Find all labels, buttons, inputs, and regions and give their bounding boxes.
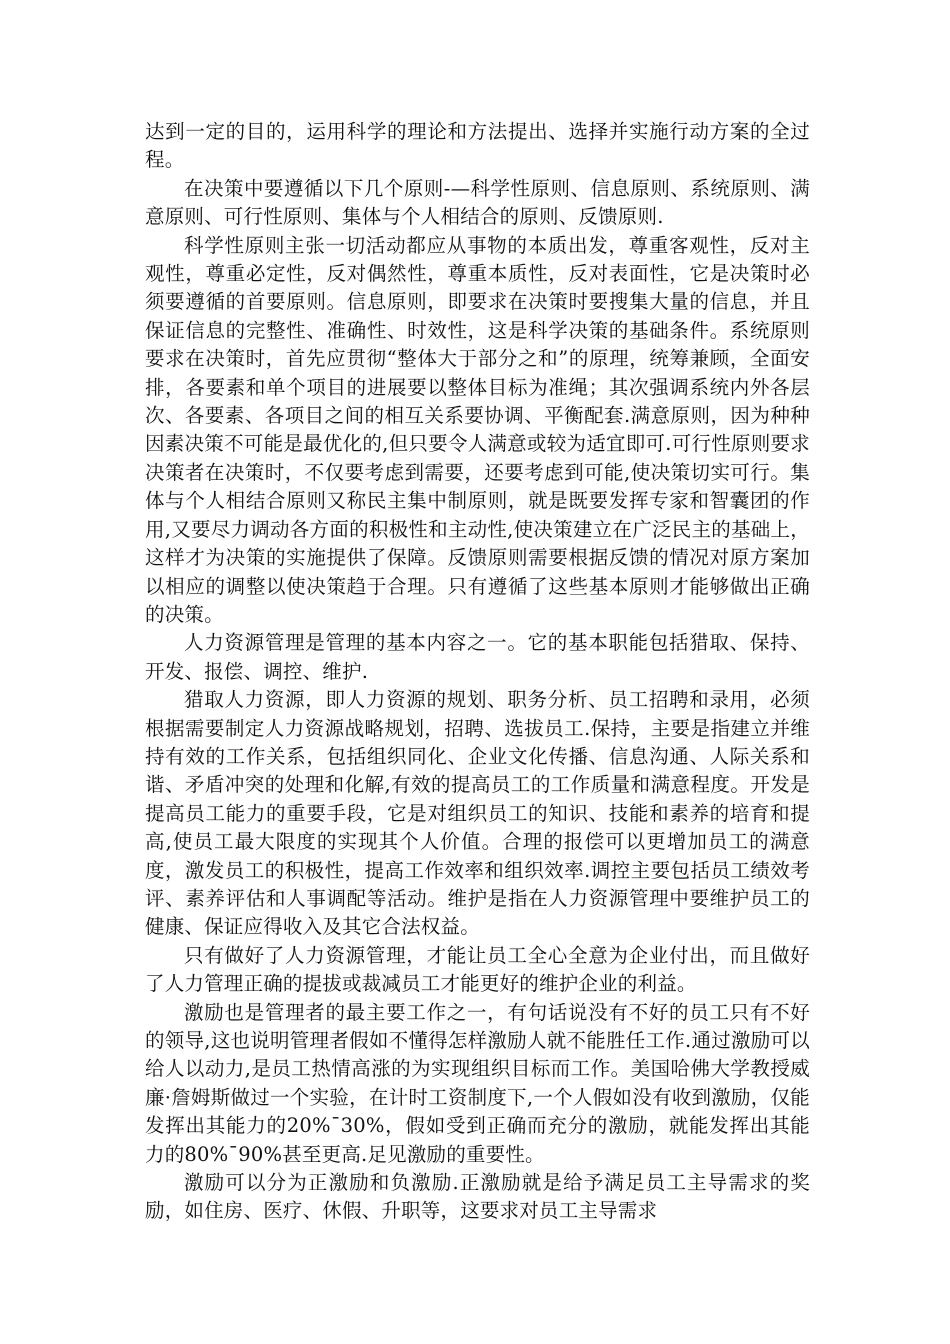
- paragraph: 激励也是管理者的最主要工作之一，有句话说没有不好的员工只有不好的领导,这也说明管理者假如不懂得怎样激励人就不能胜任工作.通过激励可以给人以动力,是员工热情高涨的为实现组织目标而工作。美国哈佛大学教授威廉·詹姆斯做过一个实验，在计时工资制度下,一个人假如没有收到激励，仅能发挥出其能力的20%¯30%，假如受到正确而充分的激励，就能发挥出其能力的80%¯90%甚至更高.足见激励的重要性。: [145, 1000, 810, 1166]
- paragraph: 达到一定的目的，运用科学的理论和方法提出、选择并实施行动方案的全过程。: [145, 120, 810, 172]
- paragraph: 激励可以分为正激励和负激励.正激励就是给予满足员工主导需求的奖励，如住房、医疗、休假、升职等，这要求对员工主导需求: [145, 1171, 810, 1223]
- paragraph: 在决策中要遵循以下几个原则-—科学性原则、信息原则、系统原则、满意原则、可行性原则、集体与个人相结合的原则、反馈原则.: [145, 176, 810, 229]
- paragraph: 只有做好了人力资源管理，才能让员工全心全意为企业付出，而且做好了人力管理正确的提拔或裁减员工才能更好的维护企业的利益。: [145, 943, 810, 996]
- paragraph: 猎取人力资源，即人力资源的规划、职务分析、员工招聘和录用，必须根据需要制定人力资源战略规划，招聘、选拔员工.保持，主要是指建立并维持有效的工作关系，包括组织同化、企业文化传播、信息沟通、人际关系和谐、矛盾冲突的处理和化解,有效的提高员工的工作质量和满意程度。开发是提高员工能力的重要手段，它是对组织员工的知识、技能和素养的培育和提高,使员工最大限度的实现其个人价值。合理的报偿可以更增加员工的满意度，激发员工的积极性，提高工作效率和组织效率.调控主要包括员工绩效考评、素养评估和人事调配等活动。维护是指在人力资源管理中要维护员工的健康、保证应得收入及其它合法权益。: [145, 688, 810, 939]
- paragraph: 科学性原则主张一切活动都应从事物的本质出发，尊重客观性，反对主观性，尊重必定性，反对偶然性，尊重本质性，反对表面性，它是决策时必须要遵循的首要原则。信息原则，即要求在决策时要搜集大量的信息，并且保证信息的完整性、准确性、时效性，这是科学决策的基础条件。系统原则要求在决策时，首先应贯彻“整体大于部分之和”的原理，统筹兼顾，全面安排，各要素和单个项目的进展要以整体目标为准绳；其次强调系统内外各层次、各要素、各项目之间的相互关系要协调、平衡配套.满意原则，因为种种因素决策不可能是最优化的,但只要令人满意或较为适宜即可.可行性原则要求决策者在决策时，不仅要考虑到需要，还要考虑到可能,使决策切实可行。集体与个人相结合原则又称民主集中制原则，就是既要发挥专家和智囊团的作用,又要尽力调动各方面的积极性和主动性,使决策建立在广泛民主的基础上，这样才为决策的实施提供了保障。反馈原则需要根据反馈的情况对原方案加以相应的调整以使决策趋于合理。只有遵循了这些基本原则才能够做出正确的决策。: [145, 233, 810, 626]
- paragraph: 人力资源管理是管理的基本内容之一。它的基本职能包括猎取、保持、开发、报偿、调控、维护.: [145, 631, 810, 683]
- document-body: [145, 118, 810, 1226]
